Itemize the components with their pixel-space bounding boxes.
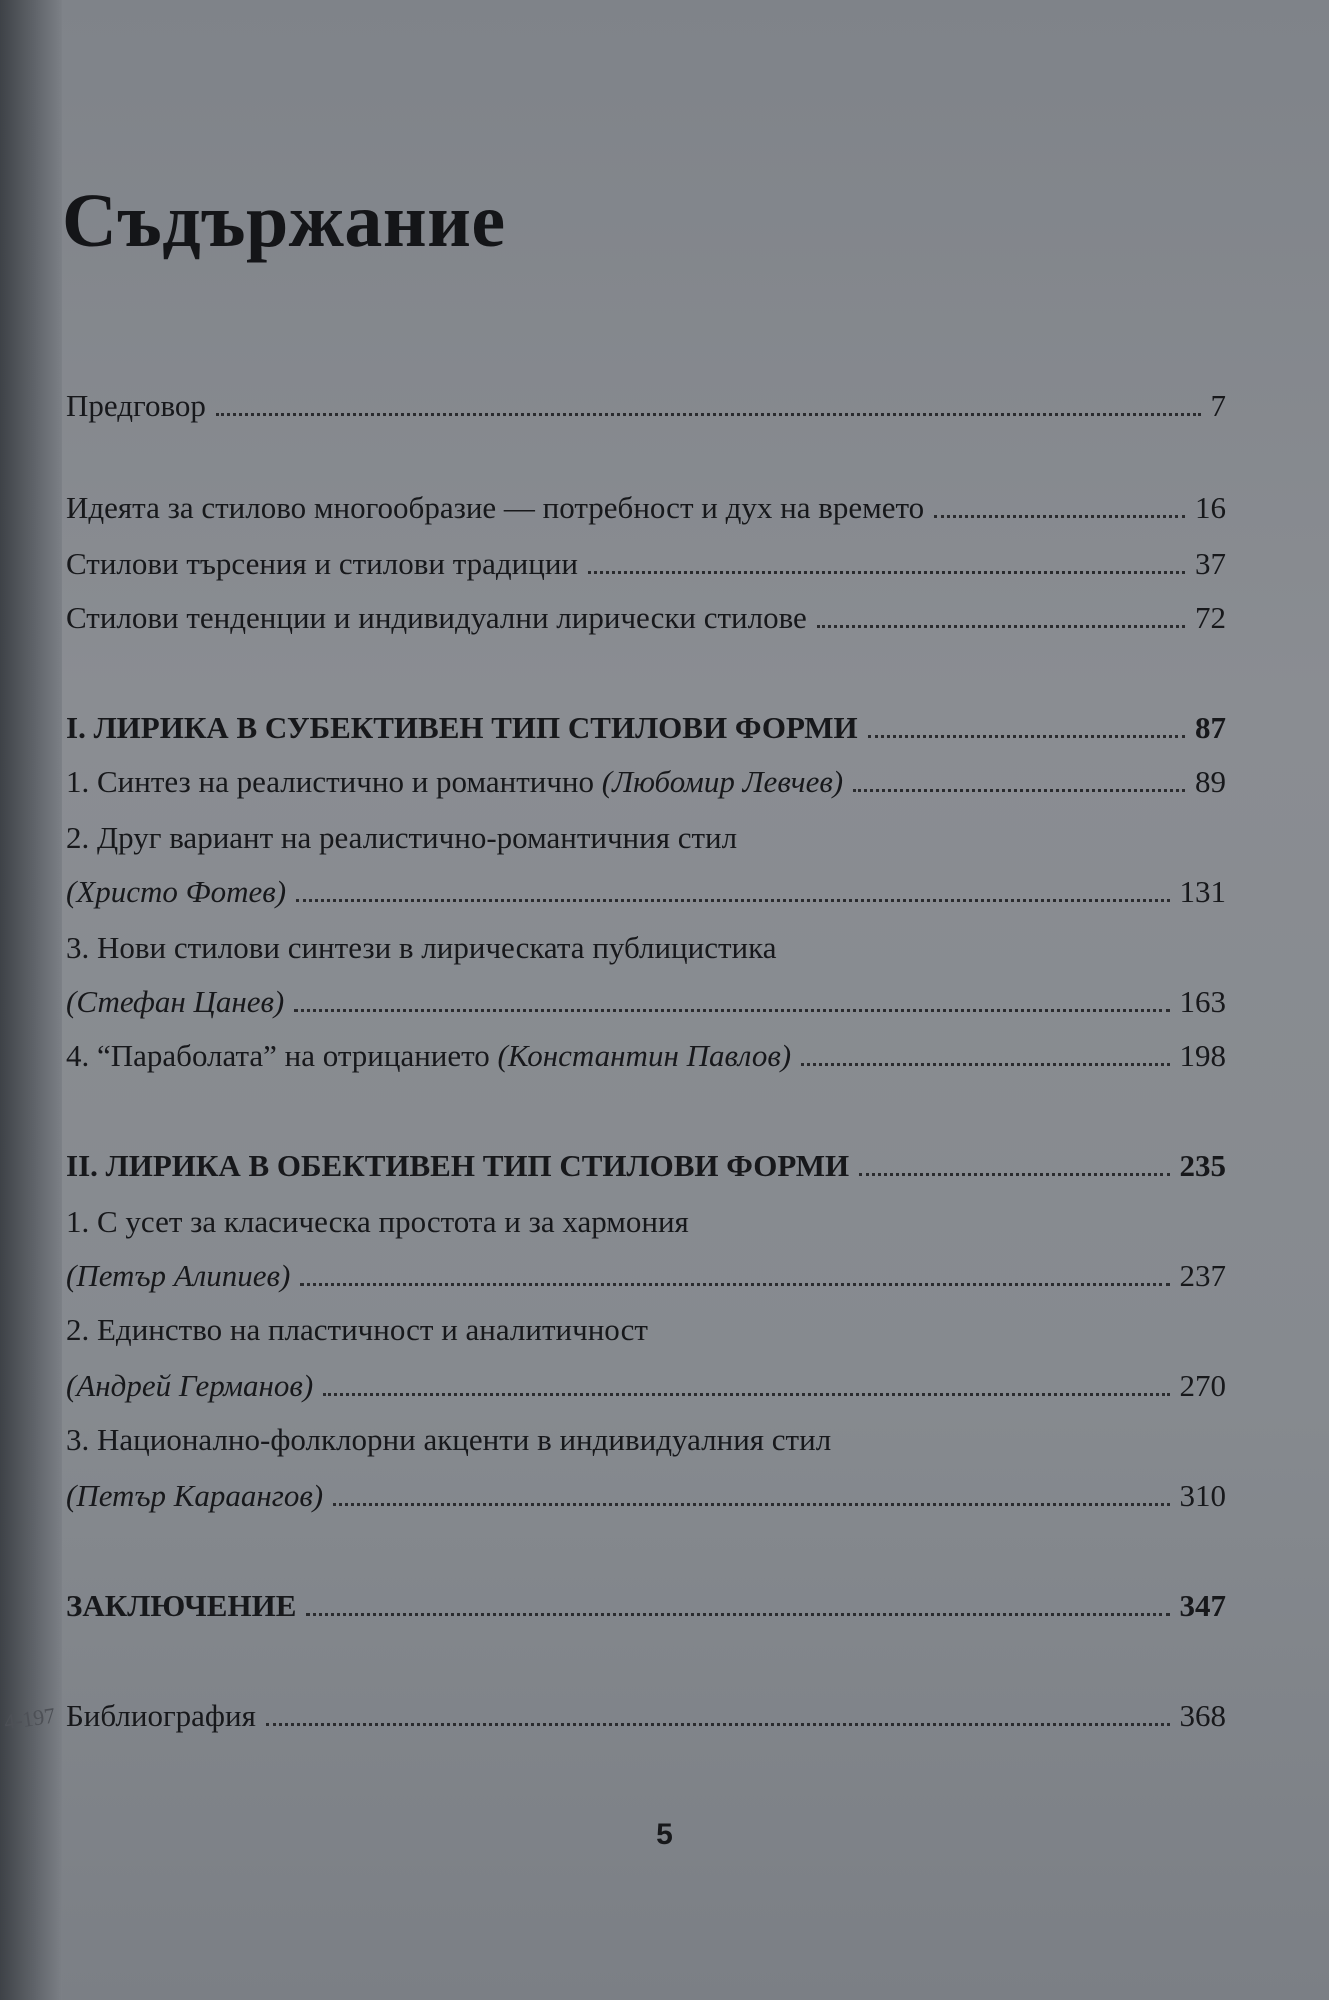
dot-leader <box>868 735 1185 738</box>
dot-leader <box>588 571 1185 574</box>
entry-title: Предговор <box>66 388 206 423</box>
entry-page: 7 <box>1210 388 1226 423</box>
entry-title: 3. Нови стилови синтези в лирическата публицистика <box>66 930 777 965</box>
handwritten-margin-note: 4-197 <box>2 1702 57 1735</box>
toc-entry <box>66 482 1226 526</box>
toc-entry-author-line <box>66 976 1226 1020</box>
entry-title: 1. С усет за класическа простота и за хармония <box>66 1204 689 1239</box>
entry-page: 347 <box>1179 1588 1226 1623</box>
dot-leader <box>306 1613 1169 1616</box>
toc-entry-line <box>66 812 1226 856</box>
entry-title: ЗАКЛЮЧЕНИЕ <box>66 1588 297 1623</box>
toc-entry-conclusion <box>66 1580 1226 1624</box>
dot-leader <box>300 1283 1169 1286</box>
entry-title: 2. Единство на пластичност и аналитичност <box>66 1312 648 1347</box>
entry-author: (Любомир Левчев) <box>601 764 844 799</box>
entry-page: 16 <box>1195 490 1226 525</box>
toc-entry-preface <box>66 380 1226 424</box>
entry-title: 4. “Параболата” на отрицанието (Константин Павлов) <box>66 1038 792 1073</box>
toc-entry <box>66 1030 1226 1074</box>
toc-entry-line <box>66 1196 1226 1240</box>
entry-page: 310 <box>1179 1478 1226 1513</box>
entry-page: 270 <box>1179 1368 1226 1403</box>
entry-page: 198 <box>1179 1038 1226 1073</box>
dot-leader <box>216 413 1201 416</box>
toc-entry-line <box>66 922 1226 966</box>
toc-section-heading <box>66 1140 1226 1184</box>
toc-entry-author-line <box>66 866 1226 910</box>
entry-title: Идеята за стилово многообразие — потребност и дух на времето <box>66 490 925 525</box>
dot-leader <box>817 625 1185 628</box>
dot-leader <box>266 1723 1170 1726</box>
section-title: І. ЛИРИКА В СУБЕКТИВЕН ТИП СТИЛОВИ ФОРМИ <box>66 710 858 745</box>
entry-page: 237 <box>1179 1258 1226 1293</box>
toc-entry <box>66 592 1226 636</box>
toc-entry-line <box>66 1304 1226 1348</box>
entry-author: (Христо Фотев) <box>66 874 287 909</box>
section-title: ІІ. ЛИРИКА В ОБЕКТИВЕН ТИП СТИЛОВИ ФОРМИ <box>66 1148 850 1183</box>
book-spine-shadow <box>0 0 62 2000</box>
dot-leader <box>859 1173 1169 1176</box>
dot-leader <box>853 789 1185 792</box>
toc-entry <box>66 756 1226 800</box>
toc-entry <box>66 538 1226 582</box>
entry-title: Библиография <box>66 1698 256 1733</box>
toc-entry-author-line <box>66 1250 1226 1294</box>
entry-author: (Андрей Германов) <box>66 1368 314 1403</box>
entry-title: Стилови тенденции и индивидуални лирически стилове <box>66 600 807 635</box>
toc-section-heading <box>66 702 1226 746</box>
toc-entry-bibliography <box>66 1690 1226 1734</box>
entry-page: 37 <box>1195 546 1226 581</box>
page-title: Съдържание <box>62 179 506 263</box>
dot-leader <box>296 899 1169 902</box>
page-number: 5 <box>656 1818 673 1851</box>
entry-author: (Петър Алипиев) <box>66 1258 291 1293</box>
dot-leader <box>801 1063 1169 1066</box>
entry-author: (Стефан Цанев) <box>66 984 285 1019</box>
entry-title: 1. Синтез на реалистично и романтично (Любомир Левчев) <box>66 764 844 799</box>
entry-page: 131 <box>1179 874 1226 909</box>
entry-title: 3. Национално-фолклорни акценти в индивидуалния стил <box>66 1422 832 1457</box>
entry-page: 87 <box>1195 710 1226 745</box>
entry-page: 89 <box>1195 764 1226 799</box>
toc-entry-author-line <box>66 1360 1226 1404</box>
entry-author: (Константин Павлов) <box>497 1038 792 1073</box>
dot-leader <box>323 1393 1169 1396</box>
dot-leader <box>294 1009 1169 1012</box>
entry-page: 368 <box>1179 1698 1226 1733</box>
entry-page: 235 <box>1179 1148 1226 1183</box>
dot-leader <box>333 1503 1169 1506</box>
toc-entry-line <box>66 1414 1226 1458</box>
entry-title: Стилови търсения и стилови традиции <box>66 546 579 581</box>
toc-entry-author-line <box>66 1470 1226 1514</box>
entry-author: (Петър Караангов) <box>66 1478 324 1513</box>
entry-title: 2. Друг вариант на реалистично-романтичния стил <box>66 820 738 855</box>
entry-page: 163 <box>1179 984 1226 1019</box>
entry-page: 72 <box>1195 600 1226 635</box>
dot-leader <box>934 515 1185 518</box>
